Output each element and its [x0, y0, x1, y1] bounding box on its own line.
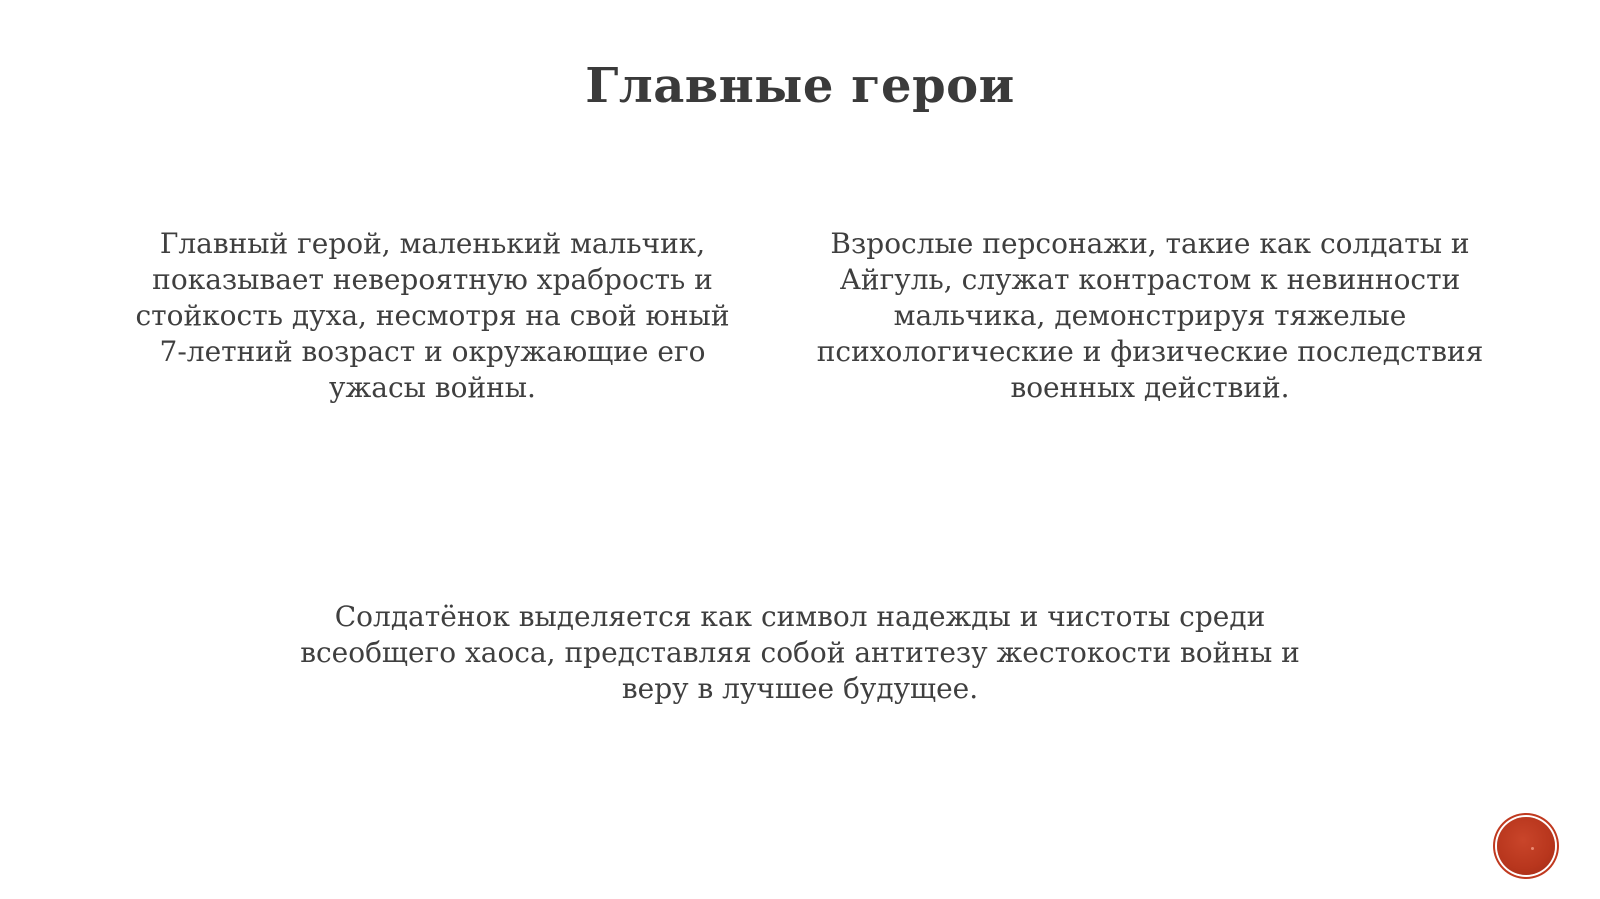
right-text-block: Взрослые персонажи, такие как солдаты и Айгуль, служат контрастом к невинности мальчика, демонстрируя тяжелые психологические и физические последствия военных действий.	[816, 227, 1484, 404]
circle-button-icon	[1531, 847, 1534, 850]
bottom-text-block: Солдатёнок выделяется как символ надежды и чистоты среди всеобщего хаоса, представляя собой антитезу жестокости войны и веру в лучшее будущее.	[300, 600, 1300, 705]
slide-title: Главные герои	[585, 58, 1015, 114]
left-text-block: Главный герой, маленький мальчик, показывает невероятную храбрость и стойкость духа, несмотря на свой юный 7-летний возраст и окружающие его ужасы войны.	[135, 227, 730, 404]
next-slide-button[interactable]	[1497, 817, 1555, 875]
